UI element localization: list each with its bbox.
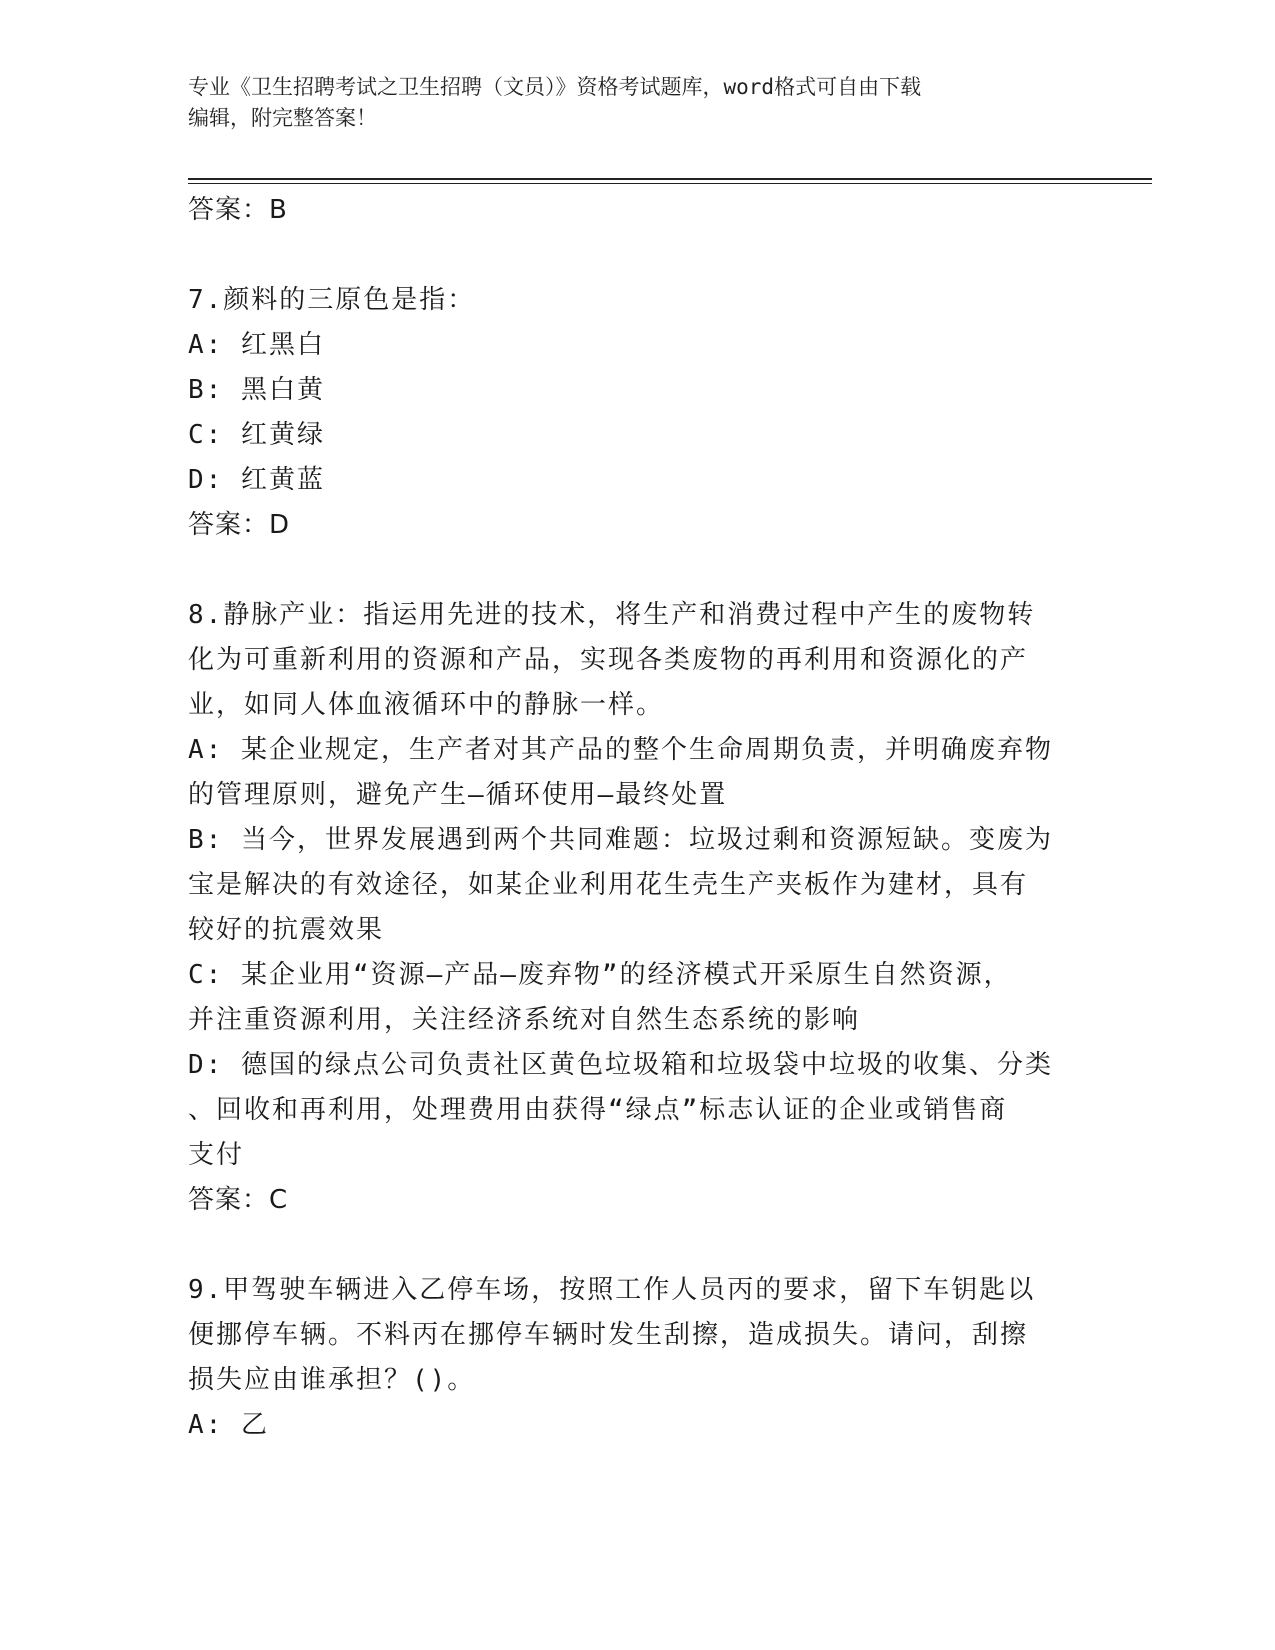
spacer — [188, 548, 1088, 593]
question-stem-line: 7.颜料的三原色是指： — [188, 285, 476, 315]
header-rule-thin — [188, 183, 1152, 184]
option-c: C: 红黄绿 — [188, 420, 325, 450]
document-header — [188, 72, 1068, 134]
question-stem-line: 8.静脉产业：指运用先进的技术，将生产和消费过程中产生的废物转 — [188, 600, 1036, 630]
option-d: D: 红黄蓝 — [188, 465, 325, 495]
spacer — [188, 1223, 1088, 1268]
answer-line: 答案：D — [188, 510, 291, 540]
option-a: A: 某企业规定，生产者对其产品的整个生命周期负责，并明确废弃物 — [188, 735, 1053, 765]
question-stem-line: 损失应由谁承担？()。 — [188, 1365, 476, 1395]
question-stem-line: 业，如同人体血液循环中的静脉一样。 — [188, 690, 665, 720]
option-b: B: 黑白黄 — [188, 375, 325, 405]
answer-line: 答案：C — [188, 1185, 289, 1215]
header-rule-thick — [188, 178, 1152, 180]
option-c: C: 某企业用“资源—产品—废弃物”的经济模式开采原生自然资源， — [188, 960, 1012, 990]
option-d-cont: 、回收和再利用，处理费用由获得“绿点”标志认证的企业或销售商 — [188, 1095, 1008, 1125]
option-c-cont: 并注重资源利用，关注经济系统对自然生态系统的影响 — [188, 1005, 861, 1035]
header-line-1: 专业《卫生招聘考试之卫生招聘（文员）》资格考试题库，word格式可自由下载 — [188, 75, 922, 99]
question-8 — [188, 593, 1088, 1223]
option-d: D: 德国的绿点公司负责社区黄色垃圾箱和垃圾袋中垃圾的收集、分类 — [188, 1050, 1053, 1080]
option-b: B: 当今，世界发展遇到两个共同难题：垃圾过剩和资源短缺。变废为 — [188, 825, 1053, 855]
spacer — [188, 233, 1088, 278]
question-9 — [188, 1268, 1088, 1448]
question-stem-line: 便挪停车辆。不料丙在挪停车辆时发生刮擦，造成损失。请问，刮擦 — [188, 1320, 1029, 1350]
option-d-cont: 支付 — [188, 1140, 245, 1170]
option-b-cont: 较好的抗震效果 — [188, 915, 385, 945]
question-stem-line: 化为可重新利用的资源和产品，实现各类废物的再利用和资源化的产 — [188, 645, 1029, 675]
answer-line: 答案：B — [188, 195, 288, 225]
option-b-cont: 宝是解决的有效途径，如某企业利用花生壳生产夹板作为建材，具有 — [188, 870, 1029, 900]
question-7 — [188, 278, 1088, 548]
option-a-cont: 的管理原则，避免产生—循环使用—最终处置 — [188, 780, 728, 810]
question-stem-line: 9.甲驾驶车辆进入乙停车场，按照工作人员丙的要求，留下车钥匙以 — [188, 1275, 1036, 1305]
option-a: A: 乙 — [188, 1410, 269, 1440]
header-line-2: 编辑，附完整答案！ — [188, 106, 377, 130]
option-a: A: 红黑白 — [188, 330, 325, 360]
question-content — [188, 188, 1088, 1448]
